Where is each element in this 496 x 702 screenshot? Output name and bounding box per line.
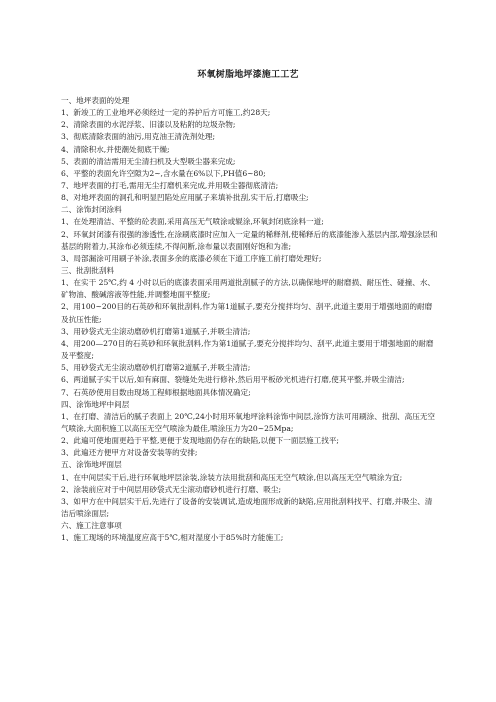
paragraph: 1、在中间层实干后,进行环氧地坪层涂装,涂装方法用批刮和高压无空气喷涂,但以高压无空气喷涂为宜;: [61, 472, 403, 482]
paragraph: 6、两道腻子实干以后,如有麻面、裂缝处先进行修补,然后用平板砂光机进行打磨,使其平整,并吸尘清洁;: [61, 375, 405, 385]
paragraph: 8、对地坪表面的洞孔和明显凹陷处应用腻子来填补批刮,实干后,打磨吸尘;: [61, 193, 309, 203]
paragraph: 3、用砂袋式无尘滚动磨砂机打磨第1道腻子,并吸尘清洁;: [61, 326, 251, 336]
paragraph: 1、新竣工的工业地坪必须经过一定的养护后方可施工,约28天;: [61, 108, 271, 118]
paragraph: 5、用砂袋式无尘滚动磨砂机打磨第2道腻子,并吸尘清洁;: [61, 363, 251, 373]
paragraph: 2、用100~200目的石英砂和环氧批刮料,作为第1道腻子,要充分搅拌均匀、刮平,此道主要用于增强地面的耐磨及抗压性能;: [61, 302, 433, 324]
section-heading: 五、涂饰地坪面层: [61, 460, 122, 470]
paragraph: 4、用200—270目的石英砂和环氧批刮料,作为第1道腻子,要充分搅拌均匀、刮平,此道主要用于增强地面的耐磨及平整度;: [61, 338, 434, 361]
paragraph: 3、彻底清除表面的油污,用克油王清洗剂处理;: [61, 132, 216, 142]
paragraph: 1、在实干 25℃,约 4 小时以后的底漆表面采用两道批刮腻子的方法,以确保地坪的耐磨损、耐压性、碰撞、水、矿物油、酸碱溶液等性能,并调整地面平整度;: [61, 278, 436, 300]
paragraph: 1、施工现场的环境温度应高于5℃,相对湿度小于85%时方能施工;: [61, 533, 284, 543]
paragraph: 2、此遍可使地面更趋于平整,更便于发现地面仍存在的缺陷,以便下一面层施工找平;: [61, 436, 339, 446]
paragraph: 3、此遍还方便甲方对设备安装等的安排;: [61, 448, 198, 458]
document-body: [61, 95, 438, 544]
section-heading: 二、涂饰封闭涂料: [61, 205, 122, 215]
document-title: 环氧树脂地坪漆施工工艺: [197, 70, 299, 80]
section-heading: 三、批刮批刮料: [61, 266, 115, 275]
paragraph: 7、石英砂使用目数由现场工程师根据地面具体情况确定;: [61, 387, 251, 397]
section-heading: 一、地坪表面的处理: [61, 96, 130, 105]
paragraph: 2、环氧封闭漆有很强的渗透性,在涂刷底漆时应加入一定量的稀释剂,使稀释后的底漆能渗入基层内部,增强涂层和基层的附着力,其涂布必须连续,不得间断,涂布量以表面刚好饱和为准;: [61, 229, 438, 251]
paragraph: 2、涂装前应对于中间层用砂袋式无尘滚动磨砂机进行打磨、吸尘;: [61, 484, 282, 494]
paragraph: 7、地坪表面的打毛,需用无尘打磨机来完成,并用吸尘器彻底清洁;: [61, 180, 279, 190]
paragraph: 5、表面的清洁需用无尘清扫机及大型吸尘器来完成;: [61, 156, 236, 166]
paragraph: 6、平整的表面允许空隙为2~,含水量在6%以下,PH值6~80;: [61, 168, 266, 178]
section-heading: 六、施工注意事项: [61, 521, 122, 531]
paragraph: 3、如甲方在中间层实干后,先进行了设备的安装调试,造成地面形成新的缺陷,应用批刮料找平、打磨,并吸尘、清洁后喷涂面层;: [61, 496, 433, 518]
paragraph: 2、清除表面的水泥浮浆、旧漆以及粘附的垃圾杂物;: [61, 120, 236, 130]
paragraph: 3、局部漏涂可用刷子补涂,表面多余的底漆必须在下道工序施工前打磨处理好;: [61, 253, 322, 263]
paragraph: 1、在打磨、清洁后的腻子表面上 20℃,24小时用环氧地坪涂料涂饰中间层,涂饰方法可用刷涂、批刮、高压无空气喷涂,大面积施工以高压无空气喷涂为最佳,喷涂压力为20~25Mpa;: [61, 411, 436, 433]
paragraph: 4、清除积水,并使潮处彻底干燥;: [61, 144, 170, 154]
section-heading: 四、涂饰地坪中间层: [61, 399, 130, 409]
paragraph: 1、在处理清洁、平整的砼表面,采用高压无气喷涂或辊涂,环氧封闭底涂料一道;: [61, 217, 324, 227]
